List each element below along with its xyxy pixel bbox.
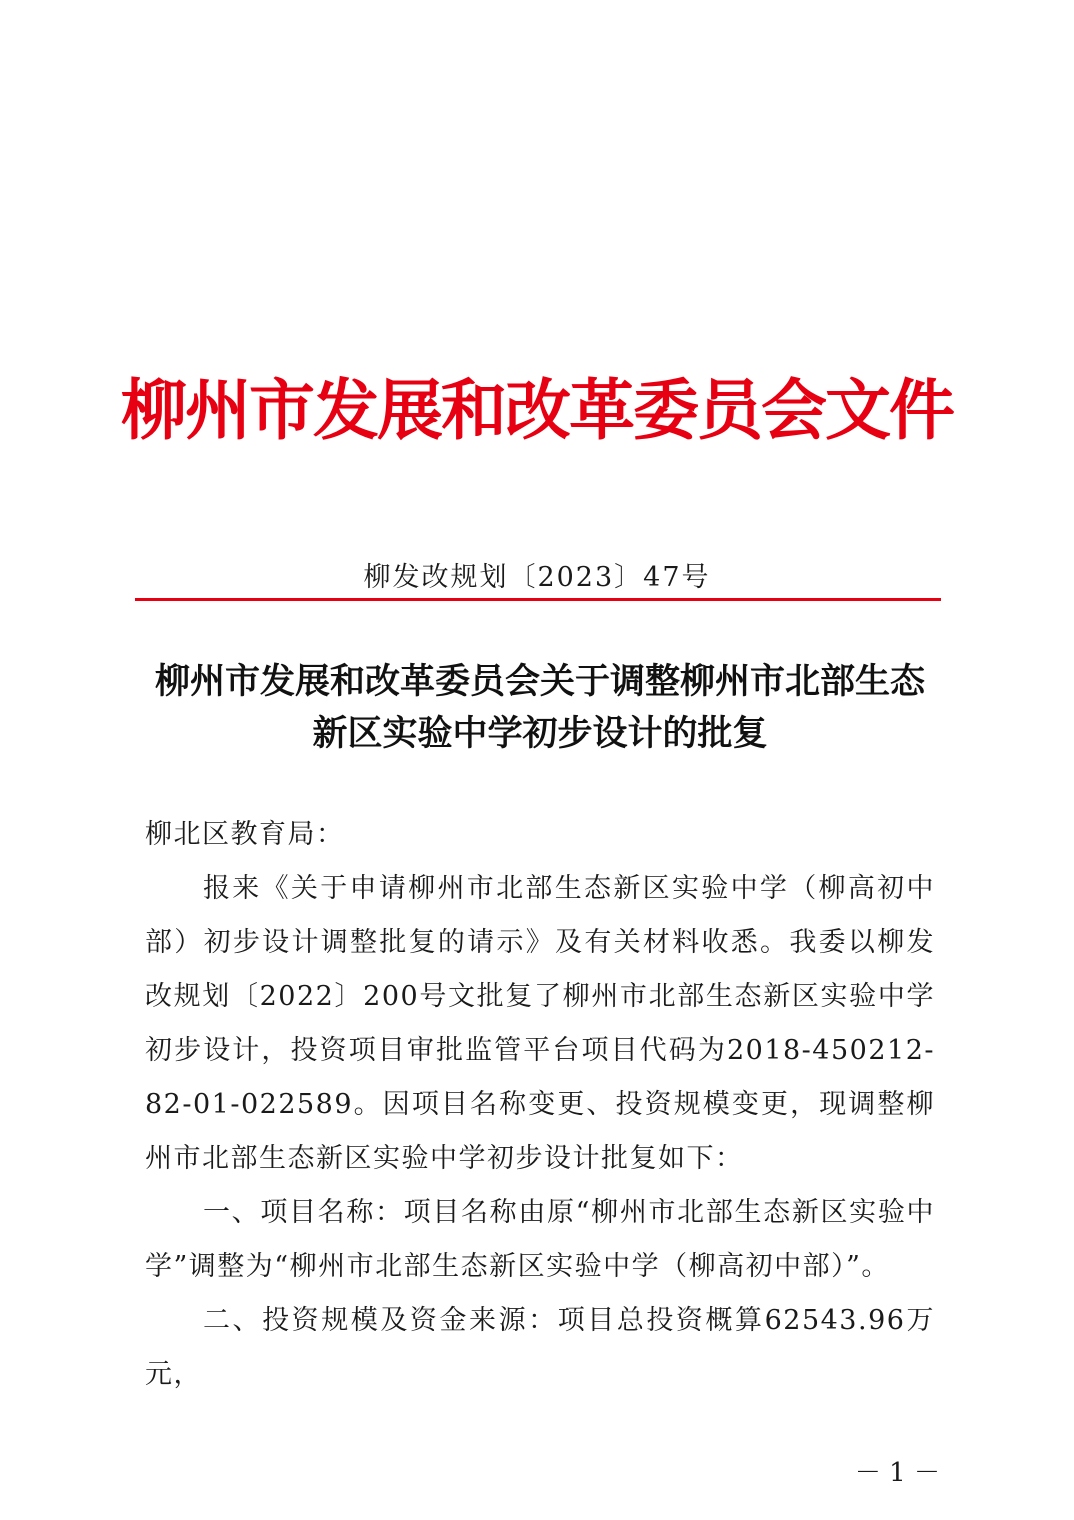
masthead-title: 柳州市发展和改革委员会文件 [121, 371, 953, 449]
document-title: 柳州市发展和改革委员会关于调整柳州市北部生态新区实验中学初步设计的批复 [154, 661, 925, 754]
body-paragraph: 二、投资规模及资金来源：项目总投资概算62543.96万元， [145, 1305, 935, 1390]
body-paragraph: 一、项目名称：项目名称由原“柳州市北部生态新区实验中学”调整为“柳州市北部生态新区实验中学（柳高初中部）”。 [145, 1197, 935, 1282]
salutation: 柳北区教育局： [145, 819, 345, 850]
body-paragraph: 报来《关于申请柳州市北部生态新区实验中学（柳高初中部）初步设计调整批复的请示》及有关材料收悉。我委以柳发改规划〔2022〕200号文批复了柳州市北部生态新区实验中学初步设计，投资项目审批监管平台项目代码为2018-450212-82-01-022589。因项目名称变更、投资规模变更，现调整柳州市北部生态新区实验中学初步设计批复如下： [145, 873, 935, 1174]
page-number: － 1 － [854, 1458, 940, 1488]
red-divider-line [135, 598, 941, 601]
document-number: 柳发改规划〔2023〕47号 [363, 562, 711, 593]
document-body [145, 808, 935, 1402]
